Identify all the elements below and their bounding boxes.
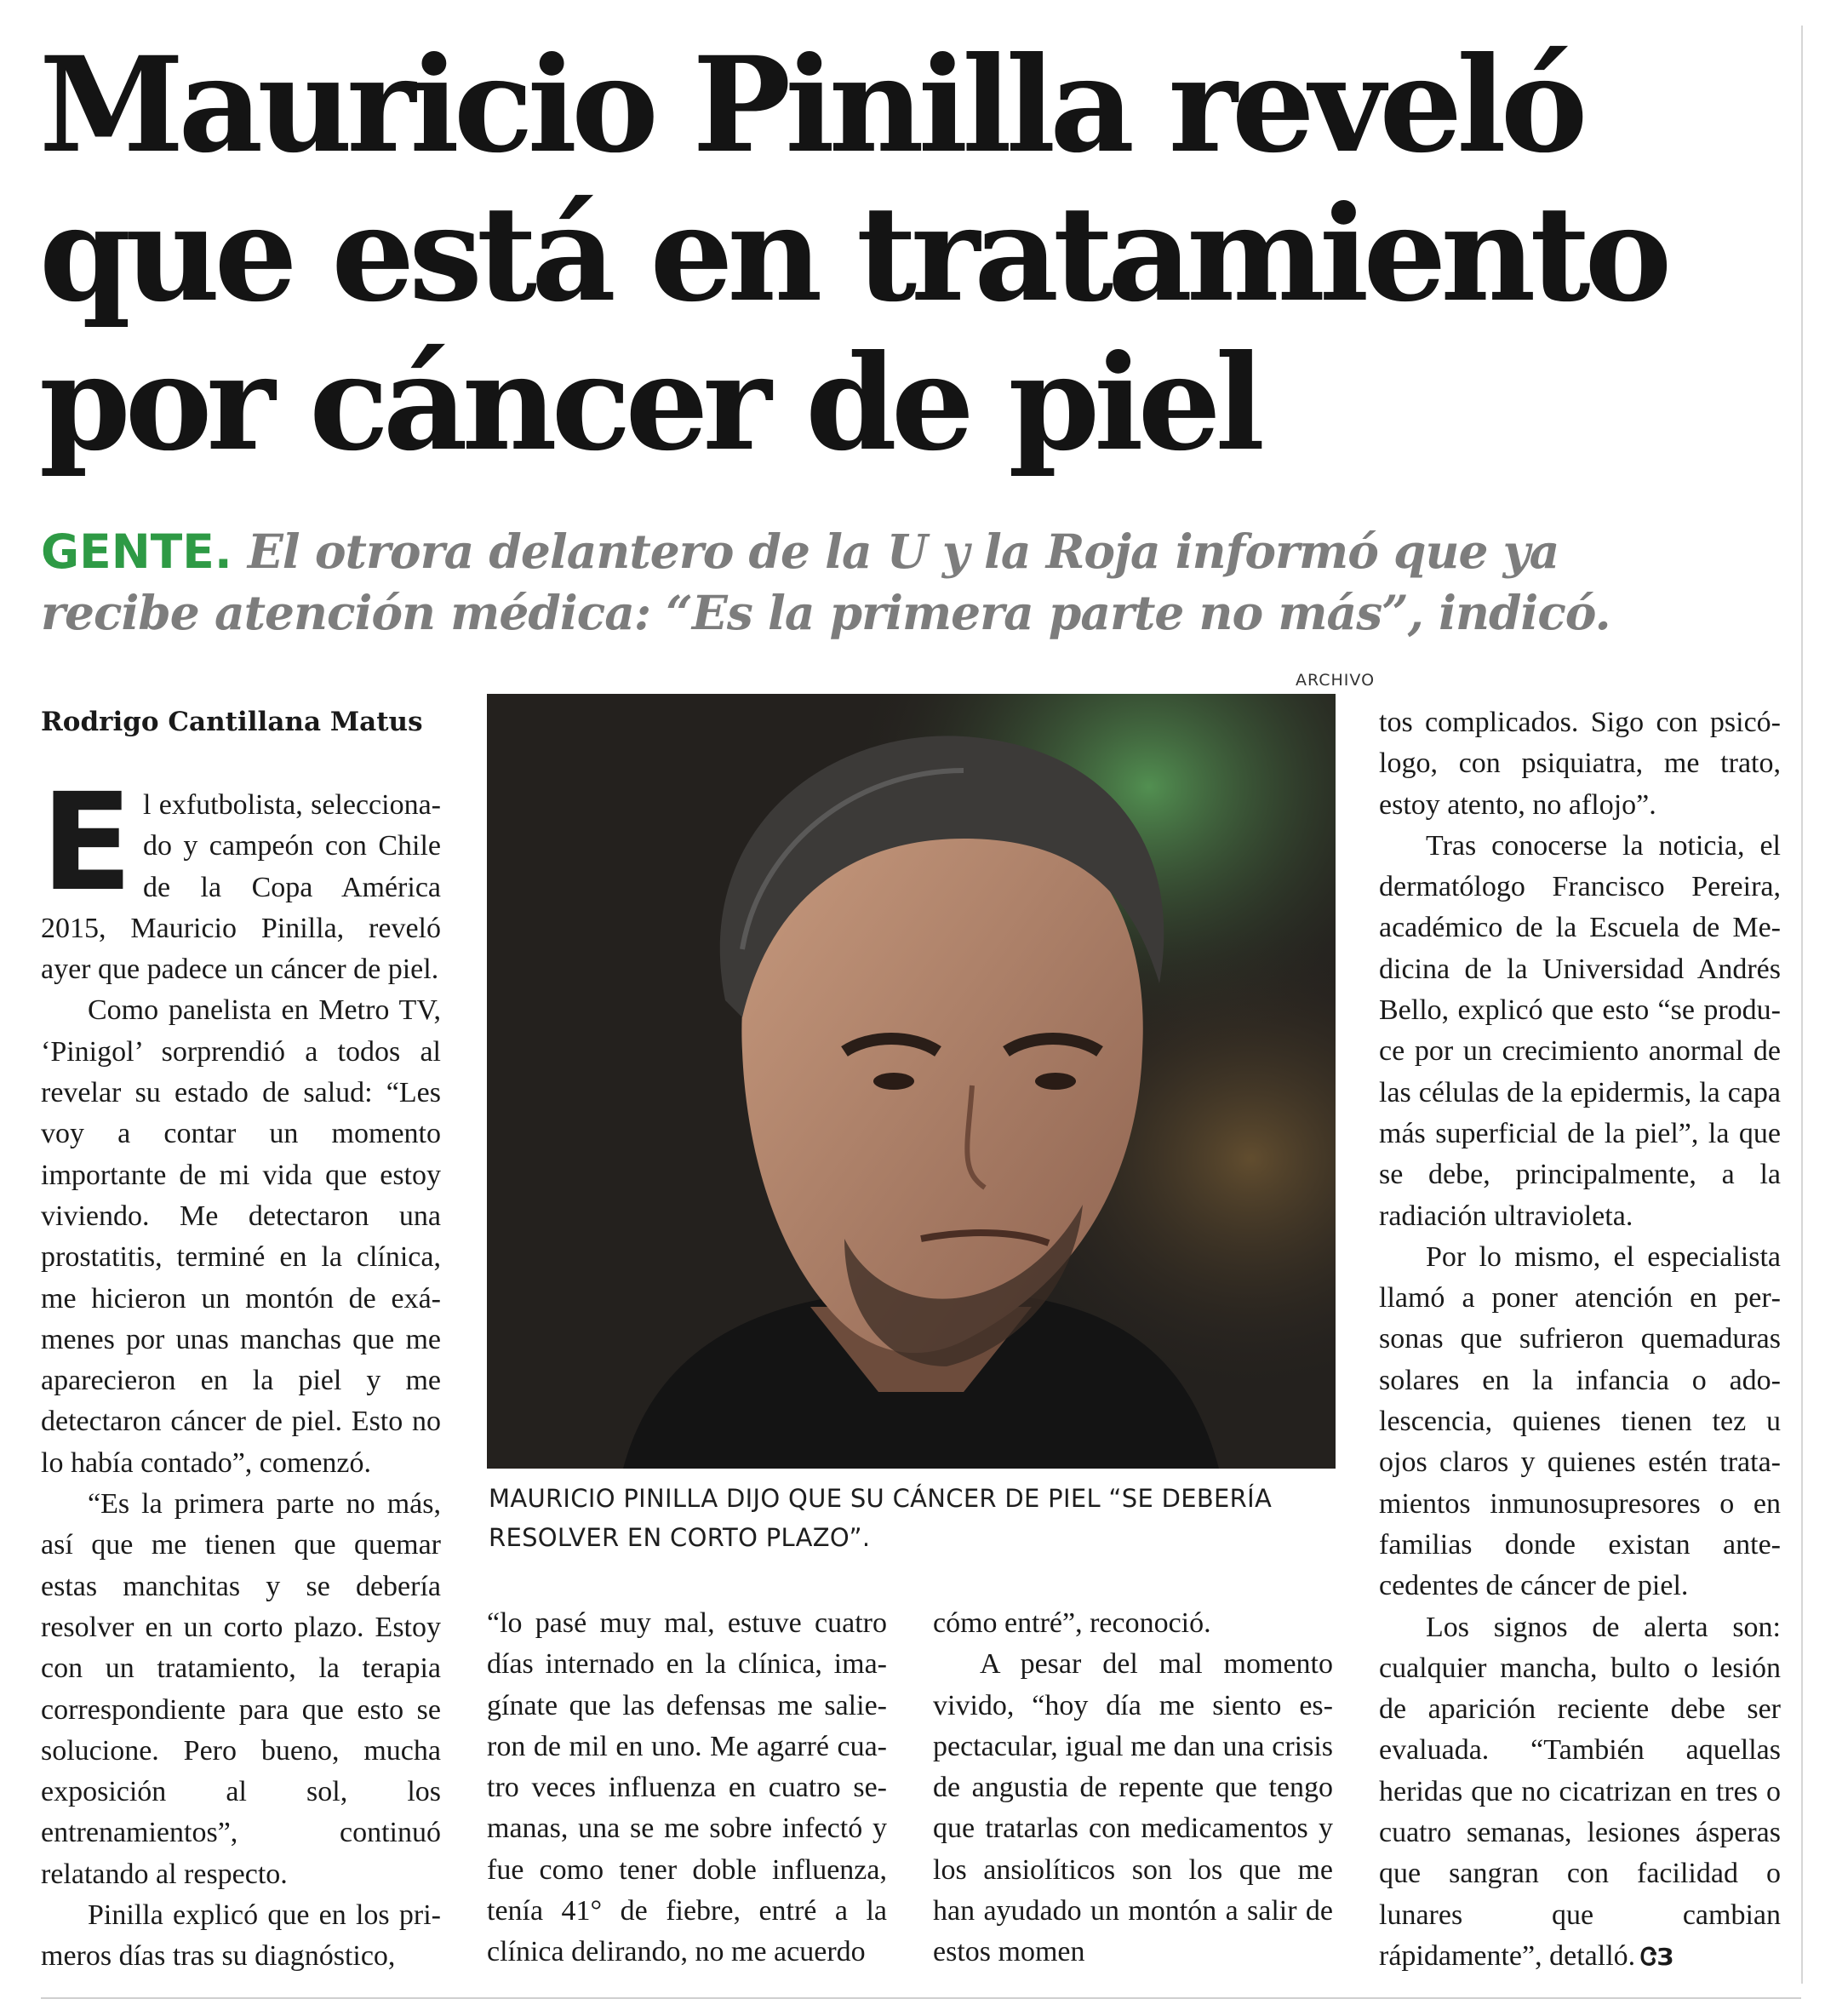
headline-line-3: por cáncer de piel <box>39 326 1260 480</box>
body-paragraph: Pinilla explicó que en los primeros días tras su diagnóstico, <box>41 1899 441 1973</box>
drop-cap: E <box>41 765 133 921</box>
column-rule <box>1801 26 1803 1984</box>
body-paragraph: A pesar del mal momento vivido, “hoy día me siento espectacular, igual me dan una crisis de angustia de repente que tengo que tratarlas con medicamentos y los ansiolíticos son los que me han ayudado un montón a salir de estos momen <box>933 1648 1333 1968</box>
body-paragraph: Los signos de alerta son: cualquier mancha, bulto o lesión de aparición reciente debe ser evaluada. “También aquellas heridas que no cicatrizan en tres o cuatro semanas, lesiones ásperas que sangran con facilidad o lunares que cambian rápidamente”, detalló. ᏣЗ <box>1379 1611 1781 1972</box>
body-column-3 <box>933 1603 1333 1973</box>
body-column-2 <box>487 1603 887 1973</box>
body-paragraph: Por lo mismo, el especialista llamó a poner atención en personas que sufrieron quemaduras solares en la infancia o adolescencia, quienes tienen tez u ojos claros y quienes estén tratamientos inmunosupresores o en familias donde existan antecedentes de cáncer de piel. <box>1379 1240 1781 1602</box>
end-mark-icon: ᏣЗ <box>1640 1942 1674 1971</box>
body-column-4 <box>1379 702 1781 1978</box>
body-paragraph: El exfutbolista, seleccionado y campeón con Chile de la Copa América 2015, Mauricio Pinilla, reveló ayer que padece un cáncer de piel. <box>41 765 441 986</box>
headline-line-1: Mauricio Pinilla reveló <box>39 28 1582 182</box>
headline <box>39 28 1742 480</box>
photo-caption: MAURICIO PINILLA DIJO QUE SU CÁNCER DE PIEL “SE DEBERÍA RESOLVER EN CORTO PLAZO”. <box>489 1484 1273 1552</box>
body-paragraph: Como panelista en Metro TV, ‘Pinigol’ sorprendió a todos al revelar su estado de salud: “Les voy a contar un momento importante de mi vida que estoy viviendo. Me detectaron una prostatitis, terminé en la clínica, me hicieron un montón de exámenes por unas manchas que me aparecieron en la piel y me detectaron cáncer de piel. Esto no lo había contado”, comenzó. <box>41 994 441 1479</box>
body-column-1 <box>41 765 441 1978</box>
headline-line-2: que está en tratamiento <box>39 177 1667 331</box>
portrait-illustration <box>487 694 1336 1469</box>
deck <box>41 521 1709 644</box>
photo-credit: ARCHIVO <box>1296 671 1376 690</box>
byline: Rodrigo Cantillana Matus <box>41 707 423 737</box>
article-photo <box>487 694 1336 1469</box>
body-paragraph: “lo pasé muy mal, estuve cuatro días internado en la clínica, imagínate que las defensas me salieron de mil en uno. Me agarré cuatro veces influenza en cuatro semanas, una se me sobre infectó y fue como tener doble influenza, tenía 41° de fiebre, entré a la clínica delirando, no me acuerdo <box>487 1607 887 1968</box>
page-bottom-rule <box>41 1997 1801 1999</box>
section-kicker: GENTE. <box>41 524 232 579</box>
body-paragraph: Tras conocerse la noticia, el dermatólogo Francisco Pereira, académico de la Escuela de Medicina de la Universidad Andrés Bello, explicó que esto “se produce por un crecimiento anormal de las células de la epidermis, la capa más superficial de la piel”, la que se debe, principalmente, a la radiación ultravioleta. <box>1379 829 1781 1232</box>
body-paragraph: tos complicados. Sigo con psicólogo, con psiquiatra, me trato, estoy atento, no aflojo”. <box>1379 707 1781 821</box>
body-paragraph: cómo entré”, reconoció. <box>933 1607 1211 1639</box>
body-paragraph: “Es la primera parte no más, así que me tienen que quemar estas manchitas y se debería resolver en un corto plazo. Estoy con un tratamiento, la terapia correspondiente para que esto se solucione. Pero bueno, mucha exposición al sol, los entrenamientos”, continuó relatando al respecto. <box>41 1488 441 1890</box>
deck-text: El otrora delantero de la U y la Roja informó que ya recibe atención médica: “Es la primera parte no más”, indicó. <box>41 524 1610 640</box>
